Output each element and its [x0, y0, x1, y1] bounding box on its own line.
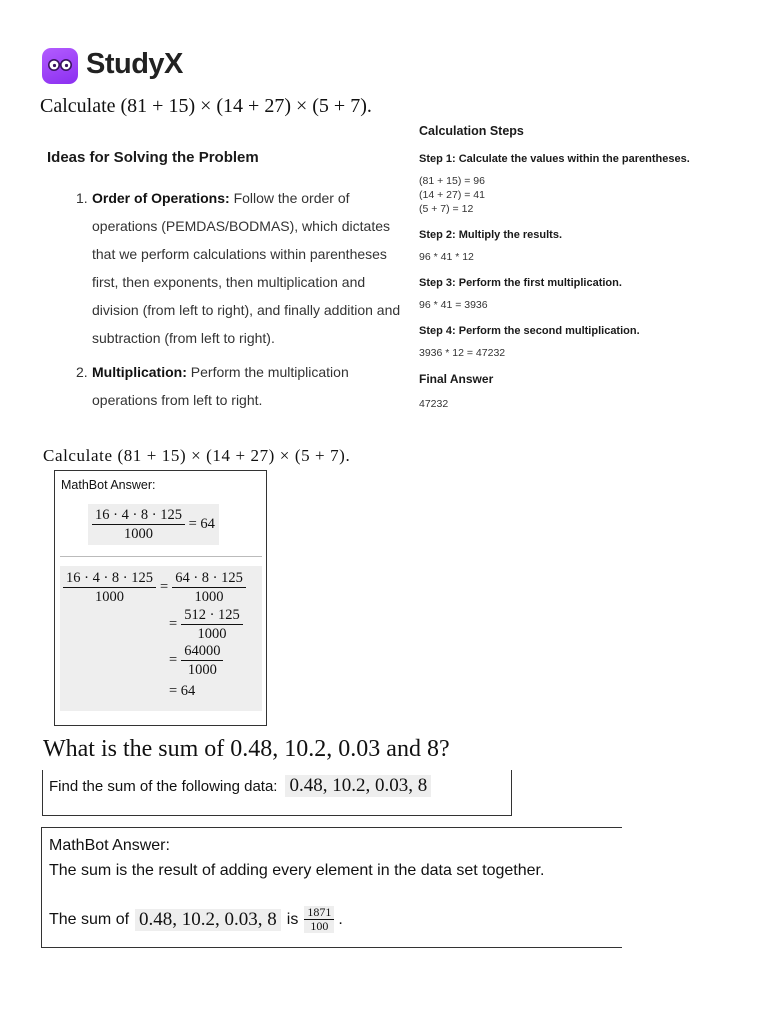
- fraction-numerator: 16 · 4 · 8 · 125: [63, 569, 156, 588]
- fraction-denominator: 1000: [197, 626, 227, 642]
- mathbot-label: MathBot Answer:: [61, 478, 156, 492]
- sum-prompt: [49, 775, 431, 797]
- step-fraction: [181, 606, 243, 643]
- result-value: = 64: [188, 515, 215, 532]
- step-line: (5 + 7) = 12: [419, 203, 474, 215]
- step-line: (81 + 15) = 96: [419, 175, 485, 187]
- step-1-lines: [419, 174, 719, 216]
- step-fraction: [172, 569, 246, 606]
- equals-sign: =: [160, 579, 169, 595]
- sum-prompt-box: [42, 770, 512, 816]
- ideas-item-number: 1.: [76, 190, 88, 206]
- steps-heading: Calculation Steps: [419, 124, 524, 138]
- owl-glasses-icon: [47, 57, 73, 73]
- lhs-fraction: [63, 569, 156, 606]
- ideas-item-2: [76, 358, 406, 414]
- answer-is: is: [286, 910, 299, 928]
- step-3-lines: [419, 298, 719, 312]
- ideas-list: [76, 184, 406, 420]
- answer-period: .: [338, 910, 343, 928]
- fraction-denominator: 1000: [187, 662, 217, 678]
- step-line: 3936 * 12 = 47232: [419, 347, 506, 359]
- ideas-item-text: Perform the multiplication operations from left to right.: [92, 364, 349, 408]
- mathbot-answer-line: [49, 906, 343, 933]
- mathbot-explanation: The sum is the result of adding every element in the data set together.: [49, 862, 545, 879]
- mathbot-result: [88, 504, 219, 545]
- ideas-heading: Ideas for Solving the Problem: [47, 149, 259, 166]
- ideas-item-1: [76, 184, 406, 352]
- question-title-3: What is the sum of 0.48, 10.2, 0.03 and 8?: [43, 736, 450, 762]
- ideas-item-text: Follow the order of operations (PEMDAS/BODMAS), which dictates that we perform calculations within parentheses first, then exponents, then multiplication and division (from left to right), and finally addition and subtraction (from left to right).: [92, 190, 401, 346]
- studyx-logo-icon: [42, 48, 78, 84]
- fraction-denominator: 1000: [124, 526, 153, 542]
- studyx-logo-text: StudyX: [86, 48, 183, 80]
- step-3-label: Step 3: Perform the first multiplication.: [419, 277, 622, 289]
- sum-prompt-data: 0.48, 10.2, 0.03, 8: [285, 775, 431, 797]
- result-fraction: [92, 506, 185, 543]
- sum-prompt-text: Find the sum of the following data:: [49, 777, 278, 795]
- answer-data: 0.48, 10.2, 0.03, 8: [135, 909, 281, 931]
- calculation-steps-panel: [419, 124, 719, 410]
- mathbot-label: MathBot Answer:: [49, 837, 170, 854]
- step-fraction: [181, 642, 223, 679]
- equals-sign: =: [169, 652, 178, 668]
- workings-row: [63, 569, 246, 606]
- final-result: = 64: [169, 683, 196, 699]
- fraction-numerator: 64 · 8 · 125: [172, 569, 246, 588]
- fraction-denominator: 100: [310, 919, 329, 933]
- question-title-2: Calculate (81 + 15) × (14 + 27) × (5 + 7).: [43, 446, 351, 465]
- question-title: Calculate (81 + 15) × (14 + 27) × (5 + 7).: [40, 95, 372, 117]
- final-answer-value: 47232: [419, 398, 449, 410]
- divider: [60, 556, 262, 557]
- fraction-numerator: 1871: [304, 906, 334, 920]
- mathbot-answer-box-2: [41, 827, 622, 948]
- final-answer-heading: Final Answer: [419, 372, 494, 386]
- ideas-item-number: 2.: [76, 364, 88, 380]
- mathbot-answer-box: [54, 470, 267, 726]
- ideas-item-body: [92, 184, 406, 352]
- equals-sign: =: [169, 616, 178, 632]
- workings-row: [165, 683, 199, 700]
- fraction-numerator: 512 · 125: [181, 606, 243, 625]
- fraction-denominator: 1000: [194, 589, 224, 605]
- fraction-denominator: 1000: [95, 589, 124, 605]
- answer-fraction: [304, 906, 334, 933]
- step-2-label: Step 2: Multiply the results.: [419, 229, 563, 241]
- mathbot-workings: [60, 566, 262, 711]
- answer-prefix: The sum of: [49, 910, 130, 928]
- ideas-item-term: Multiplication:: [92, 364, 187, 380]
- fraction-numerator: 16 · 4 · 8 · 125: [92, 506, 185, 525]
- step-line: (14 + 27) = 41: [419, 189, 485, 201]
- step-2-lines: [419, 250, 719, 264]
- ideas-item-term: Order of Operations:: [92, 190, 230, 206]
- fraction-numerator: 64000: [181, 642, 223, 661]
- workings-row: [165, 642, 223, 679]
- ideas-item-body: [92, 358, 406, 414]
- step-4-lines: [419, 346, 719, 360]
- step-line: 96 * 41 = 3936: [419, 299, 488, 311]
- step-line: 96 * 41 * 12: [419, 251, 474, 263]
- step-4-label: Step 4: Perform the second multiplication.: [419, 325, 640, 337]
- step-1-label: Step 1: Calculate the values within the parentheses.: [419, 153, 690, 165]
- workings-row: [165, 606, 243, 643]
